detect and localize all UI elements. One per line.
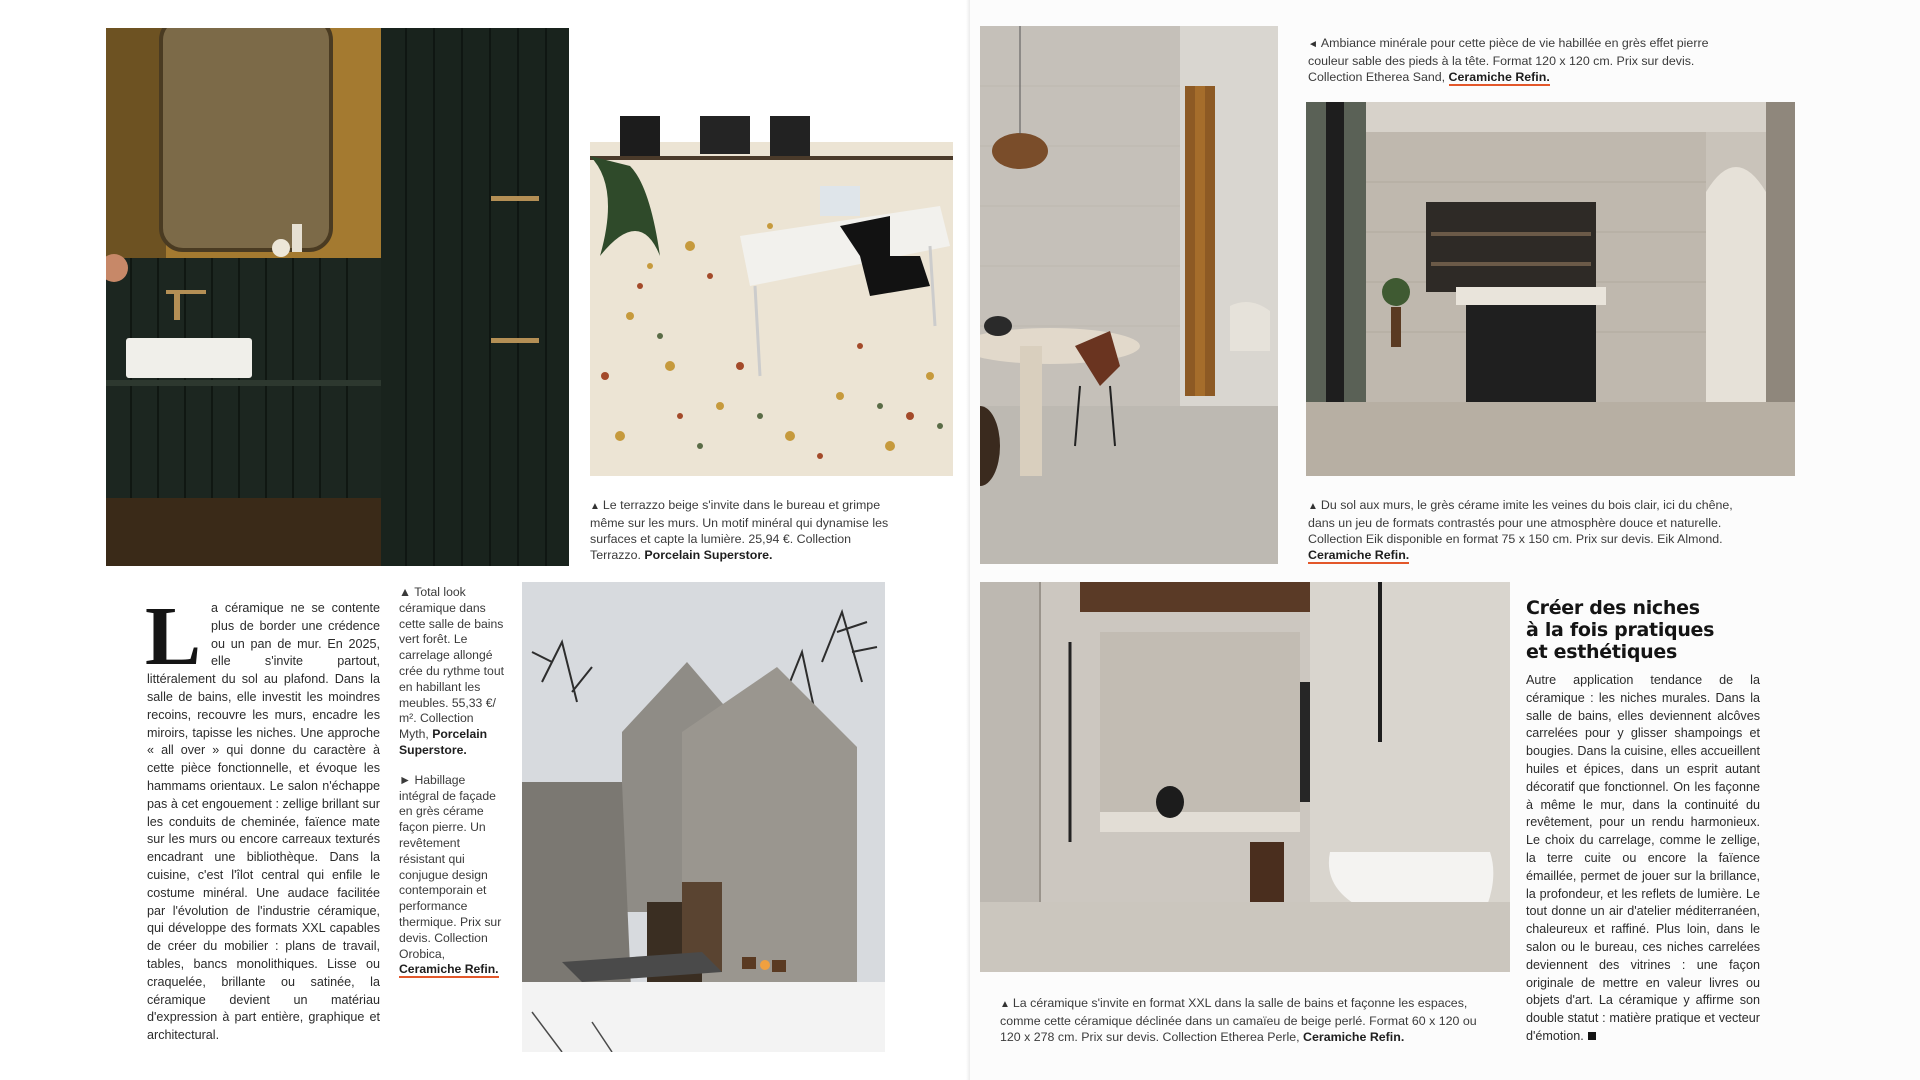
sidebar-brand: Ceramiche Refin. [399, 962, 499, 977]
house-photo [522, 582, 885, 1052]
sidebar-triangle-right-icon: ► [399, 772, 412, 787]
caption-text: Du sol aux murs, le grès cérame imite les veines du bois clair, ici du chêne, dans un jeu de formats contrastés pour une atmosphère douce et naturelle. Collection Eik disponible en format 75 x 150 cm. Prix sur devis. Eik Almond. [1308, 498, 1733, 546]
end-square-icon [1588, 1032, 1596, 1040]
terrazzo-office-photo [590, 116, 953, 476]
caption-triangle-up-icon: ▲ [1308, 501, 1318, 512]
terrazzo-caption [590, 497, 890, 563]
ambiance-caption [1308, 35, 1733, 85]
caption-brand: Ceramiche Refin. [1448, 70, 1550, 84]
niches-body [1526, 672, 1760, 1046]
right-page [970, 0, 1920, 1080]
caption-brand: Ceramiche Refin. [1303, 1030, 1405, 1044]
sidebar-triangle-up-icon: ▲ [399, 585, 412, 599]
sidebar-captions [399, 585, 505, 992]
caption-text: Le terrazzo beige s'invite dans le bureau et grimpe même sur les murs. Un motif minéral qui dynamise les surfaces et capte la lumière. 25,94 €. Collection Terrazzo. [590, 498, 889, 562]
niches-heading: Créer des niches à la fois pratiques et esthétiques [1526, 597, 1715, 663]
caption-text: La céramique s'invite en format XXL dans la salle de bains et façonne les espaces, comme cette céramique déclinée dans un camaïeu de beige perlé. Format 60 x 120 ou 120 x 278 cm. Prix sur devis. Collection Etherea Perle, [1000, 996, 1477, 1044]
niches-body-text: Autre application tendance de la céramique : les niches murales. Dans la salle de bains, elles deviennent alcôves carrelées pour y glisser shampoings et bougies. Dans la cuisine, elles accueillent huiles et épices, dans un esprit autant décoratif que fonctionnel. On les façonne à même le mur, dans la continuité du revêtement, pour un rendu harmonieux. Le choix du carrelage, comme le zellige, la terre cuite ou encore la faïence émaillée, permet de jouer sur la brillance, la profondeur, et les reflets de lumière. Le tout donne un air d'atelier méditerranéen, chaleureux et raffiné. Plus loin, dans le salon ou le bureau, ces niches carrelées deviennent des vitrines : une façon originale de mettre en valeur livres ou objets d'art. La céramique y affirme son double statut : matière pratique et vecteur d'émotion. [1526, 673, 1760, 1043]
sidebar-total-look: ▲ Total look céramique dans cette salle de bains vert forêt. Le carrelage allongé crée du rythme tout en habillant les meubles. 55,33 €/ m². Collection Myth, Porcelain Superstore. [399, 585, 504, 757]
caption-triangle-left-icon: ◄ [1308, 39, 1318, 50]
sidebar-brand: Porcelain Superstore. [399, 727, 488, 757]
eik-caption [1308, 497, 1758, 563]
caption-text: Ambiance minérale pour cette pièce de vie habillée en grès effet pierre couleur sable des pieds à la tête. Format 120 x 120 cm. Prix sur devis. Collection Etherea Sand, [1308, 36, 1709, 84]
article-body [145, 590, 380, 1045]
sidebar-habillage: ► Habillage intégral de façade en grès cérame façon pierre. Un revêtement résistant qui conjugue design contemporain et performance thermique. Prix sur devis. Collection Orobica, Ceramiche Refin. [399, 772, 502, 977]
caption-brand: Ceramiche Refin. [1308, 548, 1410, 562]
living-room-photo [980, 26, 1278, 564]
caption-brand: Porcelain Superstore. [644, 548, 773, 562]
bathroom-beige-photo [980, 582, 1510, 972]
bathroom-green-photo [106, 28, 569, 566]
etherea-caption [1000, 995, 1500, 1045]
caption-triangle-up-icon: ▲ [590, 501, 600, 512]
kitchen-photo [1306, 102, 1795, 476]
dropcap: L [145, 590, 202, 683]
caption-triangle-up-icon: ▲ [1000, 999, 1010, 1010]
article-body-text: a céramique ne se contente plus de border une crédence ou un pan de mur. En 2025, elle s'invite partout, littéralement du sol au plafond. Dans la salle de bains, elle investit les moindres recoins, recouvre les murs, encadre les miroirs, tapisse les niches. Une approche « all over » qui donne du caractère à cette pièce fonctionnelle, et évoque les hammams orientaux. Le salon n'échappe pas à cet engouement : zellige brillant sur les conduits de cheminée, faïence mate sur les murs ou encore carreaux texturés encadrant une bibliothèque. Dans la cuisine, c'est l'îlot central qui enfile le costume minéral. Une audace facilitée par l'évolution de l'industrie céramique, qui développe des formats XXL capables de créer du mobilier : plans de travail, tables, bancs monolithiques. Lisse ou craquelée, brillante ou satinée, la céramique devient un matériau d'expression à part entière, graphique et architectural. [147, 601, 380, 1043]
